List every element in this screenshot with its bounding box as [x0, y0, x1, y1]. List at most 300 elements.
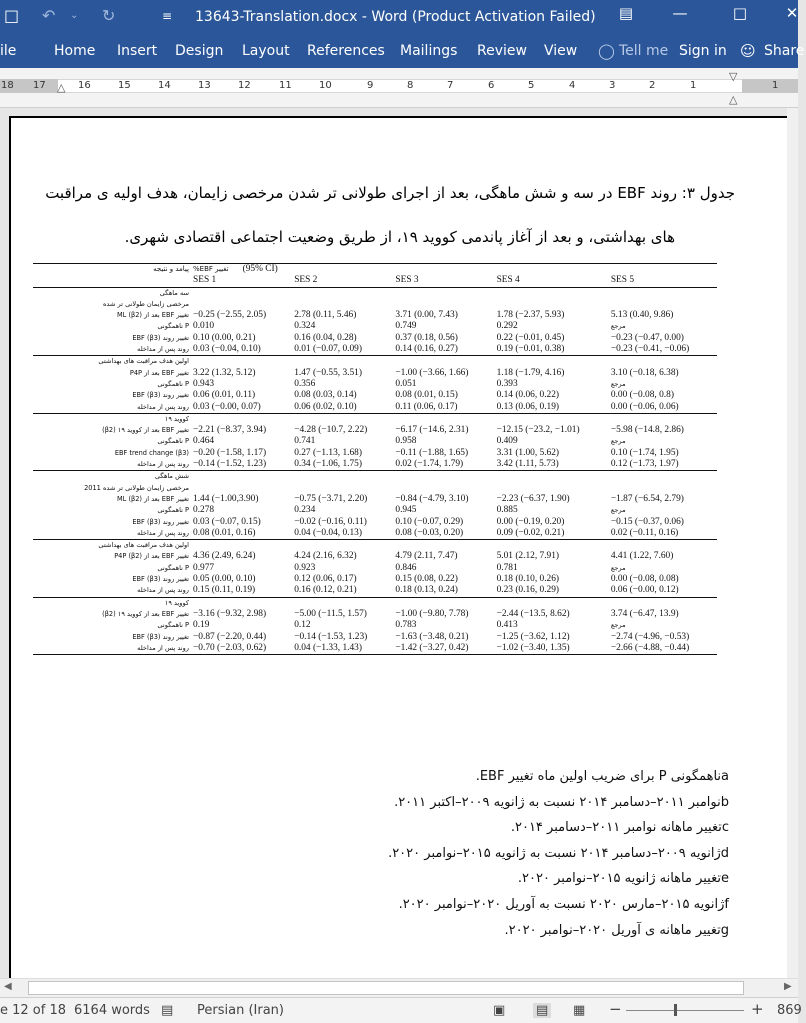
horizontal-scrollbar[interactable]: [0, 978, 798, 997]
table-cell: −0.84 (−4.79, 3.10): [395, 493, 469, 504]
row-label: P ناهمگونی: [157, 506, 189, 515]
table-cell: −4.28 (−10.7, 2.22): [294, 425, 368, 436]
table-cell: 0.00 (−0.08, 0.08): [610, 574, 679, 585]
section-label: مرخصی زایمان طولانی تر شده: [102, 299, 189, 308]
table-cell: 4.24 (2.16, 6.32): [294, 551, 357, 562]
table-cell: −2.44 (−13.5, 8.62): [496, 608, 570, 619]
ruler-number: 6: [488, 80, 495, 91]
table-cell: 0.846: [395, 562, 417, 573]
tab-insert[interactable]: Insert: [117, 43, 158, 59]
tab-file[interactable]: ile: [0, 43, 17, 59]
ruler-number: 17: [33, 80, 46, 91]
table-cell: 0.14 (0.06, 0.22): [496, 390, 560, 401]
table-row: [33, 310, 717, 321]
scroll-right-icon[interactable]: ▶: [784, 981, 792, 992]
empty-cell: [292, 356, 393, 368]
table-cell: 0.27 (−1.13, 1.68): [294, 447, 362, 458]
empty-cell: [393, 356, 494, 368]
empty-cell: [292, 413, 393, 425]
title-bar: [0, 0, 798, 34]
table-cell: 0.292: [496, 321, 518, 332]
table-cell: 3.42 (1.11, 5.73): [496, 459, 559, 470]
empty-cell: [393, 471, 494, 483]
ruler-number: 18: [1, 80, 14, 91]
table-cell: 0.945: [395, 505, 417, 516]
tab-mailings[interactable]: Mailings: [400, 43, 458, 59]
footnote: eتغییر ماهانه ژانویه ۲۰۱۵–نوامبر ۲۰۲۰.: [517, 871, 729, 887]
status-bar: [0, 997, 802, 1023]
table-cell: 0.00 (−0.19, 0.20): [496, 516, 565, 527]
table-header-row: [33, 264, 717, 276]
table-cell: 0.13 (0.06, 0.19): [496, 401, 560, 412]
table-cell: 0.356: [294, 378, 316, 389]
save-icon[interactable]: □: [4, 6, 20, 25]
ruler-number: 9: [367, 80, 374, 91]
section-label: کووید ۱۹: [33, 597, 191, 609]
table-cell: −0.23 (−0.41, −0.06): [610, 344, 690, 355]
row-label: تغییر EBF بعد از کووید ۱۹ (β2): [102, 426, 189, 435]
table-cell: 0.08 (0.03, 0.14): [294, 390, 357, 401]
table-cell: 0.10 (0.00, 0.21): [193, 332, 256, 343]
section-label: اولین هدف مراقبت های بهداشتی: [33, 540, 191, 552]
table-cell: 0.04 (−1.33, 1.43): [292, 643, 393, 655]
row-label: P ناهمگونی: [157, 379, 189, 388]
table-row: [33, 643, 717, 655]
table-cell: 4.79 (2.11, 7.47): [395, 551, 458, 562]
language-indicator[interactable]: Persian (Iran): [197, 1003, 284, 1018]
table-cell: 0.18 (0.10, 0.26): [496, 574, 560, 585]
row-label: P ناهمگونی: [157, 563, 189, 572]
document-area[interactable]: [0, 108, 798, 978]
share-icon[interactable]: ☺: [740, 42, 756, 60]
empty-cell: [191, 287, 292, 299]
table-row: [33, 528, 717, 540]
table-cell: 0.12: [294, 620, 311, 631]
header-effect-label: %EBF تغییر: [193, 265, 229, 273]
table-cell: 0.10 (−0.07, 0.29): [395, 516, 464, 527]
table-cell: −1.42 (−3.27, 0.42): [393, 643, 494, 655]
table-cell: 0.783: [395, 620, 417, 631]
undo-icon[interactable]: ↶: [42, 6, 56, 25]
table-cell: −1.87 (−6.54, 2.79): [610, 493, 684, 504]
table-cell: −2.23 (−6.37, 1.90): [496, 493, 570, 504]
table-cell: 0.01 (−0.07, 0.09): [294, 344, 362, 355]
table-cell: 0.14 (0.16, 0.27): [395, 344, 458, 355]
results-table: [33, 263, 717, 655]
row-label: روند پس از مداخله: [137, 586, 189, 595]
sign-in-link[interactable]: Sign in: [679, 43, 727, 59]
table-cell: −0.11 (−1.88, 1.65): [395, 447, 469, 458]
table-cell: 0.04 (−0.04, 0.13): [294, 527, 362, 538]
section-label: مرخصی زایمان طولانی تر شده 2011: [84, 483, 189, 492]
left-indent-marker[interactable]: △: [57, 81, 66, 94]
ruler-number: 8: [407, 80, 414, 91]
table-row: [33, 620, 717, 631]
maximize-icon[interactable]: □: [732, 4, 748, 22]
empty-cell: [393, 299, 494, 310]
empty-cell: [191, 597, 292, 609]
footnote: aناهمگونی P برای ضریب اولین ماه تغییر EBF.: [475, 769, 729, 784]
table-cell: −0.14 (−1.53, 1.23): [294, 631, 368, 642]
row-label: تغییر روند EBF (β3): [132, 632, 189, 641]
close-icon[interactable]: ✕: [785, 4, 799, 22]
table-caption-line2: های بهداشتی، و بعد از آغاز پاندمی کووید ۱۹، از طریق وضعیت اجتماعی اقتصادی شهری.: [124, 228, 675, 246]
table-cell: −1.02 (−3.40, 1.35): [495, 643, 609, 655]
empty-cell: [292, 299, 393, 310]
section-row: [33, 287, 717, 299]
section-label: شش ماهگی: [33, 471, 191, 483]
table-cell: −1.00 (−9.80, 7.78): [395, 608, 469, 619]
word-count[interactable]: 6164 words: [74, 1003, 150, 1018]
table-cell: −0.02 (−0.16, 0.11): [294, 516, 367, 527]
column-header: SES 2: [292, 275, 393, 287]
header-outcome-label: پیامد و نتیجه: [33, 264, 191, 276]
table-cell: 1.47 (−0.55, 3.51): [294, 367, 362, 378]
ruler-number: 7: [447, 80, 454, 91]
table-cell: 0.749: [395, 321, 417, 332]
ruler-number: 11: [279, 80, 292, 91]
table-cell: 0.958: [395, 436, 417, 447]
table-cell: 0.02 (−1.74, 1.79): [395, 459, 464, 470]
table-cell: 1.44 (−1.00,3.90): [193, 493, 259, 504]
empty-cell: [191, 471, 292, 483]
section-row: [33, 540, 717, 552]
table-cell: 5.01 (2.12, 7.91): [496, 551, 560, 562]
ruler-number: 15: [118, 80, 131, 91]
proofing-icon[interactable]: ▤: [161, 1003, 174, 1018]
table-cell: −6.17 (−14.6, 2.31): [395, 425, 469, 436]
table-cell: 3.31 (1.00, 5.62): [496, 447, 560, 458]
ruler-number: 13: [198, 80, 211, 91]
table-cell: −5.00 (−11.5, 1.57): [294, 608, 367, 619]
table-cell: 0.06 (0.01, 0.11): [193, 390, 256, 401]
ribbon-display-options-icon[interactable]: ▤: [618, 4, 634, 22]
table-cell: 0.741: [294, 436, 316, 447]
table-cell: 0.16 (0.12, 0.21): [294, 585, 357, 596]
ruler-number: 14: [158, 80, 171, 91]
table-cell: −0.23 (−0.47, 0.00): [610, 332, 684, 343]
page-count[interactable]: e 12 of 18: [0, 1003, 67, 1018]
table-cell: 0.324: [294, 321, 316, 332]
table-cell: 0.12 (0.06, 0.17): [294, 574, 357, 585]
column-header: SES 3: [393, 275, 494, 287]
share-button[interactable]: Share: [764, 43, 805, 59]
empty-cell: [393, 483, 494, 494]
table-cell: 2.78 (0.11, 5.46): [294, 310, 357, 321]
table-cell: 0.15 (0.08, 0.22): [395, 574, 458, 585]
window-title: 13643-Translation.docx - Word (Product Activation Failed): [195, 9, 596, 25]
table-cell: 1.78 (−2.37, 5.93): [496, 310, 565, 321]
web-layout-icon[interactable]: ▦: [573, 1003, 586, 1018]
table-cell: 0.923: [294, 562, 316, 573]
empty-cell: [191, 413, 292, 425]
table-cell: مرجع: [610, 506, 626, 515]
table-cell: 0.977: [193, 562, 215, 573]
table-row: [33, 459, 717, 471]
empty-cell: [495, 540, 609, 552]
tell-me-box[interactable]: Tell me: [619, 43, 669, 59]
row-label: P ناهمگونی: [157, 322, 189, 331]
table-cell: 0.37 (0.18, 0.56): [395, 332, 458, 343]
table-cell: 0.05 (0.00, 0.10): [193, 574, 256, 585]
tab-layout[interactable]: Layout: [242, 43, 290, 59]
table-cell: 0.23 (0.16, 0.29): [496, 585, 560, 596]
table-cell: −0.15 (−0.37, 0.06): [610, 516, 684, 527]
horizontal-scroll-thumb[interactable]: [28, 981, 744, 995]
table-cell: 4.36 (2.49, 6.24): [193, 551, 256, 562]
section-label: اولین هدف مراقبت های بهداشتی: [33, 356, 191, 368]
empty-cell: [393, 597, 494, 609]
table-cell: 0.00 (−0.08, 0.8): [610, 390, 674, 401]
table-cell: 0.10 (−1.74, 1.95): [610, 447, 679, 458]
table-caption-line1: جدول ۳: روند EBF در سه و شش ماهگی، بعد از اجرای طولانی تر شدن مرخصی زایمان، هدف اولیه ی مراقبت: [45, 184, 735, 202]
table-row: [33, 551, 717, 562]
print-layout-icon[interactable]: ▤: [533, 1003, 551, 1018]
read-mode-icon[interactable]: ▣: [493, 1003, 506, 1018]
table-row: [33, 379, 717, 390]
empty-cell: [292, 483, 393, 494]
table-cell: 0.08 (−0.03, 0.20): [395, 527, 464, 538]
row-label: تغییر روند EBF (β3): [132, 333, 189, 342]
table-row: [33, 390, 717, 401]
table-cell: −12.15 (−23.2, −1.01): [496, 425, 580, 436]
table-row: [33, 517, 717, 528]
table-cell: −3.16 (−9.32, 2.98): [193, 608, 267, 619]
table-cell: 4.41 (1.22, 7.60): [610, 551, 674, 562]
vertical-scrollbar[interactable]: [787, 108, 798, 978]
table-cell: 0.16 (0.04, 0.28): [294, 332, 357, 343]
table-cell: 3.10 (−0.18, 6.38): [610, 367, 679, 378]
table-cell: −0.14 (−1.52, 1.23): [193, 459, 267, 470]
footnote: fژانویه ۲۰۱۵–مارس ۲۰۲۰ نسبت به آوریل ۲۰۲۰–نوامبر ۲۰۲۰.: [398, 897, 729, 912]
empty-cell: [495, 413, 609, 425]
row-label: P ناهمگونی: [157, 621, 189, 630]
table-cell: 0.943: [193, 378, 215, 389]
table-cell: 0.34 (−1.06, 1.75): [294, 459, 362, 470]
ruler-number: 16: [78, 80, 91, 91]
table-cell: مرجع: [610, 563, 626, 572]
empty-cell: [609, 413, 717, 425]
table-cell: −1.00 (−3.66, 1.66): [395, 367, 469, 378]
empty-cell: [495, 483, 609, 494]
ruler-number: 2: [649, 80, 656, 91]
empty-cell: [191, 540, 292, 552]
section-row: [33, 483, 717, 494]
table-cell: مرجع: [610, 322, 626, 331]
table-row: [33, 609, 717, 620]
table-cell: 0.08 (0.01, 0.15): [395, 390, 458, 401]
right-indent-marker[interactable]: ▽: [729, 70, 738, 83]
row-label: روند پس از مداخله: [33, 643, 191, 655]
ruler-number: 1: [690, 80, 697, 91]
empty-cell: [495, 287, 609, 299]
table-cell: 0.885: [496, 505, 518, 516]
table-row: [33, 344, 717, 356]
empty-cell: [191, 356, 292, 368]
empty-cell: [495, 597, 609, 609]
table-cell: −2.21 (−8.37, 3.94): [193, 425, 267, 436]
table-cell: 0.06 (−0.00, 0.12): [610, 585, 679, 596]
table-cell: −0.75 (−3.71, 2.20): [294, 493, 368, 504]
table-cell: 0.234: [294, 505, 316, 516]
empty-cell: [495, 299, 609, 310]
table-cell: 0.409: [496, 436, 518, 447]
table-row: [33, 505, 717, 516]
row-label: تغییر روند EBF (β3): [132, 391, 189, 400]
zoom-out-button[interactable]: −: [609, 1000, 622, 1018]
table-cell: 0.010: [193, 321, 215, 332]
section-row: [33, 413, 717, 425]
table-row: [33, 632, 717, 643]
table-row: [33, 333, 717, 344]
table-cell: 0.413: [496, 620, 518, 631]
table-cell: 5.13 (0.40, 9.86): [610, 310, 674, 321]
footnote: dژانویه ۲۰۰۹–دسامبر ۲۰۱۴ نسبت به ژانویه ۲۰۱۵–نوامبر ۲۰۲۰.: [388, 845, 729, 861]
zoom-level[interactable]: 869: [777, 1003, 802, 1018]
tab-design[interactable]: Design: [175, 43, 224, 59]
ruler-number: 3: [609, 80, 616, 91]
row-label: روند پس از مداخله: [137, 345, 189, 354]
header-ci-label: (95% CI): [242, 264, 278, 274]
table-cell: 3.71 (0.00, 7.43): [395, 310, 458, 321]
row-label: تغییر EBF بعد از P4P: [129, 368, 189, 377]
empty-cell: [609, 483, 717, 494]
tab-references[interactable]: References: [307, 43, 385, 59]
table-row: [33, 585, 717, 597]
table-cell: 0.19 (−0.01, 0.38): [496, 344, 565, 355]
empty-cell: [393, 287, 494, 299]
zoom-slider[interactable]: [626, 1010, 744, 1011]
table-cell: 0.06 (0.02, 0.10): [294, 401, 357, 412]
empty-cell: [292, 597, 393, 609]
section-row: [33, 597, 717, 609]
row-label: تغییر EBF بعد از ML (β2): [116, 494, 189, 503]
row-label: تغییر EBF بعد از کووید ۱۹ (β2): [102, 609, 189, 618]
table-cell: 0.19: [193, 620, 210, 631]
table-cell: 0.051: [395, 378, 417, 389]
empty-cell: [292, 471, 393, 483]
row-label: تغییر EBF بعد از P4P (β2): [114, 552, 189, 561]
table-row: [33, 425, 717, 436]
document-page[interactable]: [9, 116, 789, 1016]
table-cell: −1.25 (−3.62, 1.12): [496, 631, 570, 642]
table-cell: 0.03 (−0.04, 0.10): [193, 344, 261, 355]
column-header: SES 1: [191, 275, 292, 287]
table-cell: −2.66 (−4.88, −0.44): [609, 643, 717, 655]
empty-cell: [609, 540, 717, 552]
table-cell: 3.22 (1.32, 5.12): [193, 367, 256, 378]
table-cell: −0.20 (−1.58, 1.17): [193, 447, 267, 458]
section-row: [33, 471, 717, 483]
footnote: gتغییر ماهانه ی آوریل ۲۰۲۰–نوامبر ۲۰۲۰.: [504, 922, 729, 938]
ruler-number: 4: [569, 80, 576, 91]
table-row: [33, 574, 717, 585]
table-cell: 0.464: [193, 436, 215, 447]
empty-cell: [609, 356, 717, 368]
table-row: [33, 448, 717, 459]
table-row: [33, 368, 717, 379]
empty-cell: [33, 275, 191, 287]
empty-cell: [495, 356, 609, 368]
footnote: bنوامبر ۲۰۱۱–دسامبر ۲۰۱۴ نسبت به ژانویه ۲۰۰۹–اکتبر ۲۰۱۱.: [394, 794, 729, 810]
table-cell: −0.87 (−2.20, 0.44): [193, 631, 267, 642]
table-cell: 0.278: [193, 505, 215, 516]
tab-view[interactable]: View: [544, 43, 578, 59]
section-row: [33, 356, 717, 368]
row-label: P ناهمگونی: [157, 437, 189, 446]
table-cell: 3.74 (−6.47, 13.9): [610, 608, 679, 619]
empty-cell: [609, 597, 717, 609]
table-row: [33, 436, 717, 447]
empty-cell: [393, 413, 494, 425]
table-cell: 0.03 (−0.00, 0.07): [193, 401, 261, 412]
customize-quick-access-icon[interactable]: ≡: [162, 9, 173, 23]
table-cell: 0.09 (−0.02, 0.21): [496, 527, 565, 538]
scroll-left-icon[interactable]: ◀: [4, 981, 12, 992]
table-cell: 0.03 (−0.07, 0.15): [193, 516, 261, 527]
table-cell: 0.781: [496, 562, 518, 573]
zoom-in-button[interactable]: +: [751, 1000, 764, 1018]
row-label: EBF trend change (β3): [114, 448, 189, 457]
table-cell: 0.393: [496, 378, 518, 389]
table-cell: 0.18 (0.13, 0.24): [395, 585, 458, 596]
table-cell: 1.18 (−1.79, 4.16): [496, 367, 565, 378]
empty-cell: [609, 287, 717, 299]
tab-review[interactable]: Review: [477, 43, 527, 59]
table-cell: 0.15 (0.11, 0.19): [193, 585, 256, 596]
table-cell: −0.25 (−2.55, 2.05): [193, 310, 267, 321]
section-label: سه ماهگی: [159, 288, 189, 297]
row-label: تغییر روند EBF (β3): [132, 575, 189, 584]
column-header: SES 4: [495, 275, 609, 287]
zoom-slider-handle[interactable]: [674, 1004, 677, 1016]
table-cell: −2.74 (−4.96, −0.53): [610, 631, 690, 642]
ruler-number: 12: [238, 80, 251, 91]
redo-icon[interactable]: ↻: [102, 6, 116, 25]
table-cell: مرجع: [610, 437, 626, 446]
empty-cell: [609, 299, 717, 310]
empty-cell: [609, 471, 717, 483]
table-cell: 0.11 (0.06, 0.17): [395, 401, 458, 412]
table-row: [33, 321, 717, 332]
empty-cell: [191, 299, 292, 310]
table-row: [33, 402, 717, 414]
undo-dropdown-icon[interactable]: ⌄: [70, 10, 79, 21]
tab-home[interactable]: Home: [54, 43, 96, 59]
empty-cell: [191, 483, 292, 494]
table-cell: مرجع: [610, 379, 626, 388]
table-cell: 0.00 (−0.06, 0.06): [610, 401, 679, 412]
row-label: تغییر EBF بعد از ML (β2): [116, 311, 189, 320]
row-label: روند پس از مداخله: [137, 402, 189, 411]
column-header: SES 5: [609, 275, 717, 287]
hanging-indent-marker[interactable]: △: [729, 93, 738, 106]
ribbon-tabs: [0, 34, 805, 68]
table-cell: 0.12 (−1.73, 1.97): [610, 459, 679, 470]
empty-cell: [495, 471, 609, 483]
horizontal-ruler[interactable]: [0, 68, 798, 108]
table-cell: −5.98 (−14.8, 2.86): [610, 425, 684, 436]
table-column-headers: [33, 275, 717, 287]
section-label: کووید ۱۹: [33, 413, 191, 425]
table-cell: 0.08 (0.01, 0.16): [193, 527, 256, 538]
minimize-icon[interactable]: —: [672, 4, 688, 22]
row-label: روند پس از مداخله: [137, 460, 189, 469]
table-cell: مرجع: [610, 621, 626, 630]
row-label: تغییر روند EBF (β3): [132, 517, 189, 526]
table-cell: −1.63 (−3.48, 0.21): [395, 631, 469, 642]
lightbulb-icon[interactable]: ◯: [598, 42, 615, 60]
